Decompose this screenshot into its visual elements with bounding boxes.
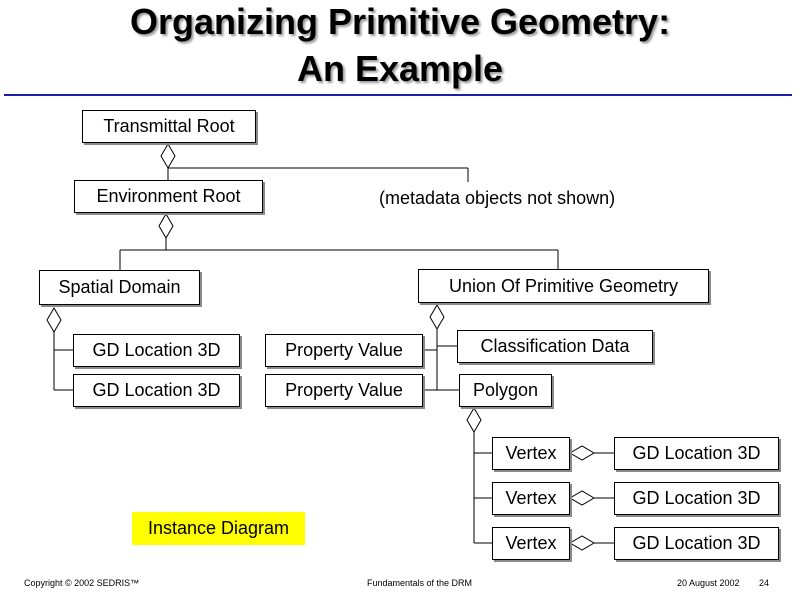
instance-diagram-label: Instance Diagram xyxy=(132,512,305,545)
node-gd-location-3d: GD Location 3D xyxy=(614,527,779,560)
node-classification-data: Classification Data xyxy=(457,330,653,363)
page-title-line-1: Organizing Primitive Geometry: xyxy=(129,1,671,42)
aggregation-diamond-icon xyxy=(570,536,594,550)
metadata-note: (metadata objects not shown) xyxy=(379,188,616,208)
aggregation-diamond-icon xyxy=(430,305,444,329)
node-gd-location-3d: GD Location 3D xyxy=(73,334,240,367)
page-title-line-2: An Example xyxy=(296,48,504,89)
footer-copyright: Copyright © 2002 SEDRIS™ xyxy=(24,578,140,588)
aggregation-diamond-icon xyxy=(570,446,594,460)
node-transmittal-root: Transmittal Root xyxy=(82,110,256,143)
node-property-value: Property Value xyxy=(265,334,423,367)
node-vertex: Vertex xyxy=(492,437,570,470)
node-union-of-primitive-geometry: Union Of Primitive Geometry xyxy=(418,269,709,303)
node-polygon: Polygon xyxy=(459,374,552,407)
footer-date: 20 August 2002 xyxy=(677,578,740,588)
aggregation-diamond-icon xyxy=(570,491,594,505)
aggregation-diamond-icon xyxy=(47,308,61,332)
aggregation-diamond-icon xyxy=(161,144,175,168)
node-gd-location-3d: GD Location 3D xyxy=(73,374,240,407)
footer-course-title: Fundamentals of the DRM xyxy=(367,578,473,588)
node-gd-location-3d: GD Location 3D xyxy=(614,482,779,515)
node-vertex: Vertex xyxy=(492,527,570,560)
aggregation-diamond-icon xyxy=(159,214,173,238)
footer-page-number: 24 xyxy=(759,578,770,588)
node-gd-location-3d: GD Location 3D xyxy=(614,437,779,470)
aggregation-diamond-icon xyxy=(467,408,481,432)
node-spatial-domain: Spatial Domain xyxy=(39,270,200,305)
node-property-value: Property Value xyxy=(265,374,423,407)
node-vertex: Vertex xyxy=(492,482,570,515)
node-environment-root: Environment Root xyxy=(74,180,263,213)
